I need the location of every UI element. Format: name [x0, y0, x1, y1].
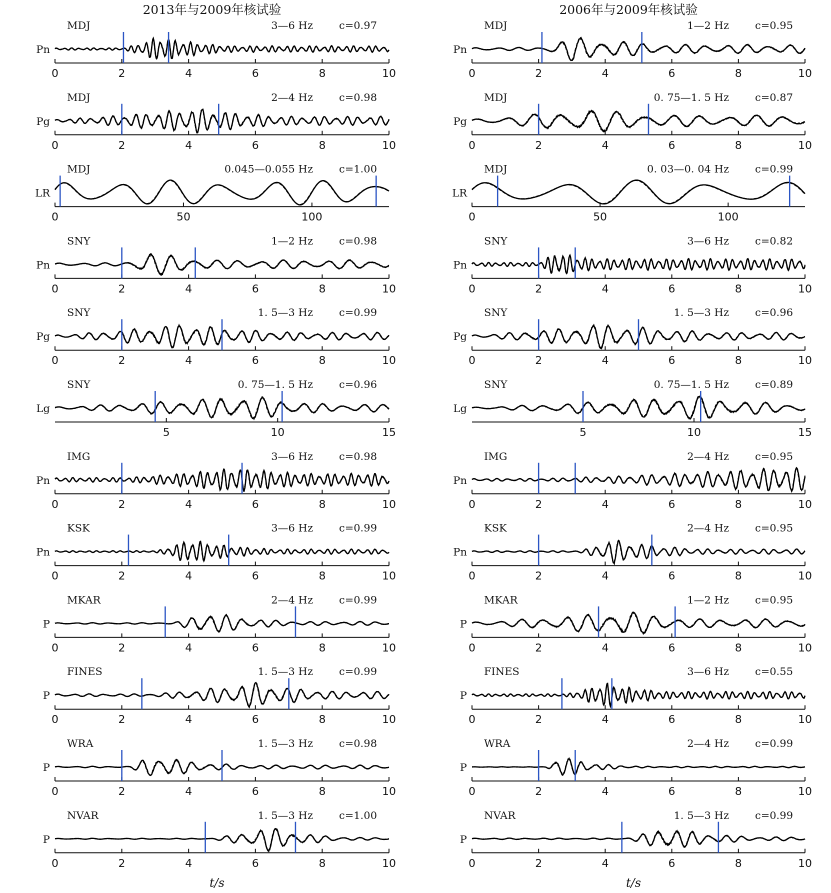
x-tick-label: 0	[468, 138, 476, 152]
frequency-band-label: 1. 5—3 Hz	[673, 809, 729, 822]
station-label: SNY	[484, 235, 508, 248]
waveform-solid	[472, 255, 805, 273]
station-label: KSK	[484, 522, 507, 535]
x-tick-label: 6	[668, 785, 676, 798]
waveform-panel	[36, 235, 396, 295]
station-label: MDJ	[67, 163, 91, 176]
phase-label: Pg	[36, 331, 50, 344]
waveform-panel	[452, 164, 805, 224]
station-label: FINES	[484, 666, 520, 679]
waveform-panel	[453, 307, 812, 367]
frequency-band-label: 3—6 Hz	[271, 450, 313, 463]
x-tick-label: 4	[185, 497, 193, 511]
phase-label: Pg	[36, 115, 50, 128]
frequency-band-label: 3—6 Hz	[687, 235, 729, 248]
station-label: SNY	[67, 307, 91, 320]
waveform-panel	[43, 810, 396, 870]
x-tick-label: 0	[51, 569, 59, 583]
frequency-band-label: 1—2 Hz	[687, 594, 729, 607]
x-tick-label: 0	[468, 210, 476, 224]
waveform-panel	[35, 164, 389, 224]
frequency-band-label: 3—6 Hz	[687, 666, 729, 679]
station-label: FINES	[67, 666, 103, 679]
frequency-band-label: 0. 75—1. 5 Hz	[237, 379, 313, 391]
x-tick-label: 4	[185, 856, 193, 870]
x-tick-label: 6	[251, 856, 259, 870]
x-tick-label: 8	[734, 713, 742, 727]
phase-label: Pn	[36, 546, 50, 559]
phase-label: Pn	[453, 546, 467, 559]
phase-label: P	[459, 762, 467, 774]
x-tick-label: 0	[468, 856, 476, 870]
waveform-solid	[55, 683, 389, 708]
x-tick-label: 10	[382, 67, 396, 80]
waveform-dashed	[472, 111, 805, 131]
x-tick-label: 0	[468, 641, 476, 655]
x-tick-label: 50	[593, 210, 608, 224]
station-label: WRA	[484, 738, 511, 750]
correlation-label: c=0.98	[338, 91, 377, 104]
frequency-band-label: 2—4 Hz	[271, 594, 313, 607]
waveform-panel	[460, 738, 812, 798]
x-tick-label: 4	[185, 641, 193, 655]
correlation-label: c=1.00	[338, 163, 377, 176]
x-tick-label: 10	[798, 785, 812, 798]
x-tick-label: 8	[318, 569, 326, 583]
correlation-label: c=1.00	[338, 809, 377, 822]
x-tick-label: 4	[601, 785, 609, 798]
x-tick-label: 0	[468, 354, 476, 368]
x-tick-label: 10	[798, 282, 812, 296]
x-tick-label: 8	[734, 354, 742, 368]
frequency-band-label: 1—2 Hz	[271, 235, 313, 248]
x-tick-label: 50	[176, 210, 191, 224]
station-label: SNY	[484, 379, 508, 391]
x-tick-label: 6	[668, 497, 676, 511]
waveform-solid	[55, 829, 389, 851]
x-tick-label: 6	[668, 856, 676, 870]
correlation-label: c=0.99	[338, 307, 377, 320]
waveform-panel	[460, 594, 812, 654]
frequency-band-label: 0. 75—1. 5 Hz	[653, 91, 729, 104]
x-tick-label: 10	[687, 426, 701, 439]
x-tick-label: 0	[51, 210, 59, 224]
x-tick-label: 4	[601, 354, 609, 368]
x-tick-label: 10	[382, 641, 396, 655]
phase-label: Pn	[36, 44, 50, 56]
x-tick-label: 10	[798, 354, 812, 368]
x-tick-label: 6	[668, 138, 676, 152]
x-tick-label: 15	[798, 426, 812, 439]
phase-label: P	[459, 618, 467, 631]
waveform-panel	[36, 379, 396, 439]
x-tick-label: 0	[468, 282, 476, 296]
phase-label: LR	[35, 187, 50, 200]
frequency-band-label: 2—4 Hz	[687, 738, 729, 750]
waveform-panel	[36, 92, 396, 152]
frequency-band-label: 1. 5—3 Hz	[257, 738, 313, 750]
x-tick-label: 0	[468, 713, 476, 727]
frequency-band-label: 0. 75—1. 5 Hz	[653, 379, 729, 391]
x-tick-label: 8	[734, 138, 742, 152]
waveform-solid	[472, 180, 805, 204]
x-tick-label: 10	[798, 713, 812, 727]
x-tick-label: 4	[601, 713, 609, 727]
waveform-solid	[55, 180, 389, 205]
phase-label: Pn	[453, 44, 467, 56]
phase-label: Pn	[453, 474, 467, 487]
waveform-solid	[55, 109, 389, 132]
x-tick-label: 10	[382, 713, 396, 727]
x-tick-label: 4	[185, 785, 193, 798]
phase-label: P	[42, 690, 50, 703]
x-tick-label: 0	[468, 785, 476, 798]
x-tick-label: 6	[668, 67, 676, 80]
correlation-label: c=0.82	[754, 235, 793, 248]
x-tick-label: 8	[318, 138, 326, 152]
x-tick-label: 10	[798, 856, 812, 870]
waveform-dashed	[55, 181, 389, 205]
x-tick-label: 4	[601, 497, 609, 511]
frequency-band-label: 1. 5—3 Hz	[257, 809, 313, 822]
correlation-label: c=0.99	[338, 522, 377, 535]
x-tick-label: 6	[668, 282, 676, 296]
waveform-panel	[43, 666, 396, 726]
frequency-band-label: 1. 5—3 Hz	[257, 307, 313, 320]
waveform-solid	[472, 831, 805, 847]
x-tick-label: 10	[382, 138, 396, 152]
waveform-panel	[36, 307, 396, 367]
x-tick-label: 6	[251, 713, 259, 727]
correlation-label: c=0.99	[754, 738, 793, 750]
frequency-band-label: 1. 5—3 Hz	[257, 666, 313, 679]
x-tick-label: 10	[270, 426, 285, 439]
correlation-label: c=0.96	[754, 307, 793, 320]
x-tick-label: 8	[318, 713, 326, 727]
frequency-band-label: 0.045—0.055 Hz	[224, 163, 313, 176]
x-tick-label: 4	[185, 354, 193, 368]
station-label: MDJ	[484, 20, 508, 32]
x-tick-label: 8	[318, 497, 326, 511]
x-tick-label: 10	[798, 67, 812, 80]
x-tick-label: 8	[734, 497, 742, 511]
station-label: MKAR	[67, 594, 101, 607]
x-tick-label: 0	[51, 67, 59, 80]
x-tick-label: 6	[251, 785, 259, 798]
phase-label: LR	[452, 187, 467, 200]
correlation-label: c=0.87	[754, 91, 793, 104]
waveform-panel	[43, 594, 396, 654]
frequency-band-label: 2—4 Hz	[687, 450, 729, 463]
correlation-label: c=0.98	[338, 235, 377, 248]
x-tick-label: 2	[118, 138, 126, 152]
x-tick-label: 0	[468, 497, 476, 511]
correlation-label: c=0.95	[754, 450, 793, 463]
x-tick-label: 10	[382, 282, 396, 296]
x-tick-label: 2	[535, 67, 543, 80]
x-tick-label: 0	[51, 785, 59, 798]
frequency-band-label: 3—6 Hz	[271, 522, 313, 535]
correlation-label: c=0.98	[338, 450, 377, 463]
frequency-band-label: 1. 5—3 Hz	[673, 307, 729, 320]
correlation-label: c=0.89	[754, 379, 793, 391]
phase-label: P	[42, 833, 50, 846]
x-tick-label: 10	[798, 497, 812, 511]
x-tick-label: 0	[51, 354, 59, 368]
correlation-label: c=0.95	[754, 20, 793, 32]
x-tick-label: 0	[468, 67, 476, 80]
x-tick-label: 2	[535, 856, 543, 870]
station-label: SNY	[67, 235, 91, 248]
correlation-label: c=0.55	[754, 666, 793, 679]
x-tick-label: 4	[601, 138, 609, 152]
x-tick-label: 2	[535, 641, 543, 655]
x-tick-label: 6	[251, 67, 259, 80]
x-tick-label: 0	[468, 569, 476, 583]
x-tick-label: 4	[601, 641, 609, 655]
column-title: 2013年与2009年核试验	[142, 2, 282, 17]
x-tick-label: 10	[382, 569, 396, 583]
x-tick-label: 2	[118, 282, 126, 296]
waveform-panel	[453, 379, 812, 439]
waveform-panel	[36, 523, 396, 583]
x-tick-label: 100	[301, 210, 323, 224]
waveform-panel	[36, 451, 396, 511]
x-tick-label: 0	[51, 641, 59, 655]
column-title: 2006年与2009年核试验	[559, 2, 698, 17]
x-tick-label: 8	[734, 282, 742, 296]
phase-label: Pn	[36, 259, 50, 272]
station-label: MDJ	[484, 163, 508, 176]
station-label: WRA	[67, 738, 94, 750]
x-tick-label: 4	[601, 856, 609, 870]
station-label: MDJ	[67, 91, 91, 104]
x-tick-label: 6	[668, 713, 676, 727]
correlation-label: c=0.95	[754, 522, 793, 535]
x-axis-label: t/s	[625, 876, 642, 890]
waveform-solid	[472, 468, 805, 491]
station-label: SNY	[67, 379, 91, 391]
x-tick-label: 6	[668, 569, 676, 583]
waveform-panel	[453, 451, 812, 511]
correlation-label: c=0.99	[338, 666, 377, 679]
frequency-band-label: 1—2 Hz	[687, 20, 729, 32]
waveform-solid	[472, 684, 805, 707]
x-tick-label: 5	[162, 426, 170, 439]
x-tick-label: 2	[118, 713, 126, 727]
x-tick-label: 4	[185, 569, 193, 583]
waveform-panel	[453, 20, 812, 80]
x-tick-label: 6	[251, 497, 259, 511]
x-tick-label: 2	[118, 856, 126, 870]
frequency-band-label: 2—4 Hz	[687, 522, 729, 535]
x-tick-label: 8	[318, 67, 326, 80]
x-tick-label: 2	[118, 354, 126, 368]
station-label: MDJ	[484, 91, 508, 104]
x-tick-label: 4	[601, 282, 609, 296]
x-tick-label: 8	[734, 641, 742, 655]
x-tick-label: 6	[668, 641, 676, 655]
waveform-solid	[55, 615, 389, 632]
x-tick-label: 0	[51, 856, 59, 870]
station-label: SNY	[484, 307, 508, 320]
x-tick-label: 5	[579, 426, 587, 439]
x-tick-label: 2	[535, 497, 543, 511]
waveform-panel	[36, 20, 396, 80]
x-tick-label: 0	[51, 713, 59, 727]
x-tick-label: 6	[251, 641, 259, 655]
waveform-solid	[55, 254, 389, 275]
phase-label: P	[459, 690, 467, 703]
phase-label: Pn	[453, 259, 467, 272]
x-tick-label: 10	[798, 138, 812, 152]
x-tick-label: 2	[535, 785, 543, 798]
frequency-band-label: 2—4 Hz	[271, 91, 313, 104]
x-tick-label: 10	[798, 569, 812, 583]
correlation-label: c=0.99	[338, 594, 377, 607]
x-tick-label: 10	[382, 354, 396, 368]
x-tick-label: 100	[717, 210, 739, 224]
x-axis-label: t/s	[209, 876, 225, 890]
x-tick-label: 10	[382, 856, 396, 870]
station-label: MDJ	[67, 20, 91, 32]
waveform-dashed	[472, 181, 805, 204]
x-tick-label: 10	[798, 641, 812, 655]
phase-label: Pn	[36, 474, 50, 487]
x-tick-label: 8	[318, 641, 326, 655]
station-label: IMG	[484, 450, 508, 463]
x-tick-label: 10	[382, 785, 396, 798]
x-tick-label: 6	[251, 282, 259, 296]
correlation-label: c=0.98	[338, 738, 377, 750]
station-label: NVAR	[484, 809, 516, 822]
x-tick-label: 2	[118, 497, 126, 511]
waveform-panel	[460, 666, 812, 726]
x-tick-label: 6	[251, 354, 259, 368]
x-tick-label: 8	[734, 569, 742, 583]
x-tick-label: 10	[382, 497, 396, 511]
x-tick-label: 0	[51, 138, 59, 152]
waveform-panel	[453, 235, 812, 295]
x-tick-label: 4	[185, 713, 193, 727]
correlation-label: c=0.96	[338, 379, 377, 391]
station-label: MKAR	[484, 594, 518, 607]
x-tick-label: 8	[318, 785, 326, 798]
x-tick-label: 2	[118, 67, 126, 80]
waveform-solid	[55, 397, 389, 419]
phase-label: Lg	[36, 403, 50, 415]
waveform-solid	[55, 38, 389, 58]
x-tick-label: 2	[118, 785, 126, 798]
waveform-solid	[472, 758, 805, 775]
correlation-label: c=0.97	[338, 20, 377, 32]
frequency-band-label: 3—6 Hz	[271, 20, 313, 32]
waveform-panel	[453, 523, 812, 583]
x-tick-label: 2	[118, 641, 126, 655]
waveform-solid	[472, 396, 805, 418]
x-tick-label: 4	[185, 67, 193, 80]
x-tick-label: 0	[51, 282, 59, 296]
waveform-solid	[55, 541, 389, 561]
correlation-label: c=0.95	[754, 594, 793, 607]
phase-label: P	[42, 762, 50, 774]
x-tick-label: 8	[318, 354, 326, 368]
phase-label: P	[459, 833, 467, 846]
station-label: IMG	[67, 450, 91, 463]
phase-label: P	[42, 618, 50, 631]
x-tick-label: 2	[118, 569, 126, 583]
x-tick-label: 4	[601, 569, 609, 583]
x-tick-label: 4	[185, 138, 193, 152]
x-tick-label: 6	[668, 354, 676, 368]
phase-label: Lg	[453, 403, 467, 415]
x-tick-label: 8	[318, 856, 326, 870]
x-tick-label: 15	[382, 426, 396, 439]
correlation-label: c=0.99	[754, 809, 793, 822]
x-tick-label: 4	[601, 67, 609, 80]
station-label: KSK	[67, 522, 90, 535]
x-tick-label: 2	[535, 569, 543, 583]
x-tick-label: 8	[318, 282, 326, 296]
correlation-label: c=0.99	[754, 163, 793, 176]
x-tick-label: 2	[535, 713, 543, 727]
station-label: NVAR	[67, 809, 99, 822]
waveform-panel	[460, 810, 812, 870]
x-tick-label: 8	[734, 67, 742, 80]
phase-label: Pg	[453, 115, 467, 128]
x-tick-label: 2	[535, 138, 543, 152]
waveform-solid	[472, 111, 805, 132]
x-tick-label: 2	[535, 282, 543, 296]
frequency-band-label: 0. 03—0. 04 Hz	[647, 163, 729, 176]
x-tick-label: 6	[251, 569, 259, 583]
x-tick-label: 8	[734, 856, 742, 870]
x-tick-label: 4	[185, 282, 193, 296]
waveform-panel	[43, 738, 396, 798]
x-tick-label: 2	[535, 354, 543, 368]
x-tick-label: 6	[251, 138, 259, 152]
phase-label: Pg	[453, 331, 467, 344]
waveform-panel	[453, 92, 812, 152]
waveform-solid	[472, 612, 805, 633]
x-tick-label: 8	[734, 785, 742, 798]
x-tick-label: 0	[51, 497, 59, 511]
waveform-solid	[55, 469, 389, 491]
